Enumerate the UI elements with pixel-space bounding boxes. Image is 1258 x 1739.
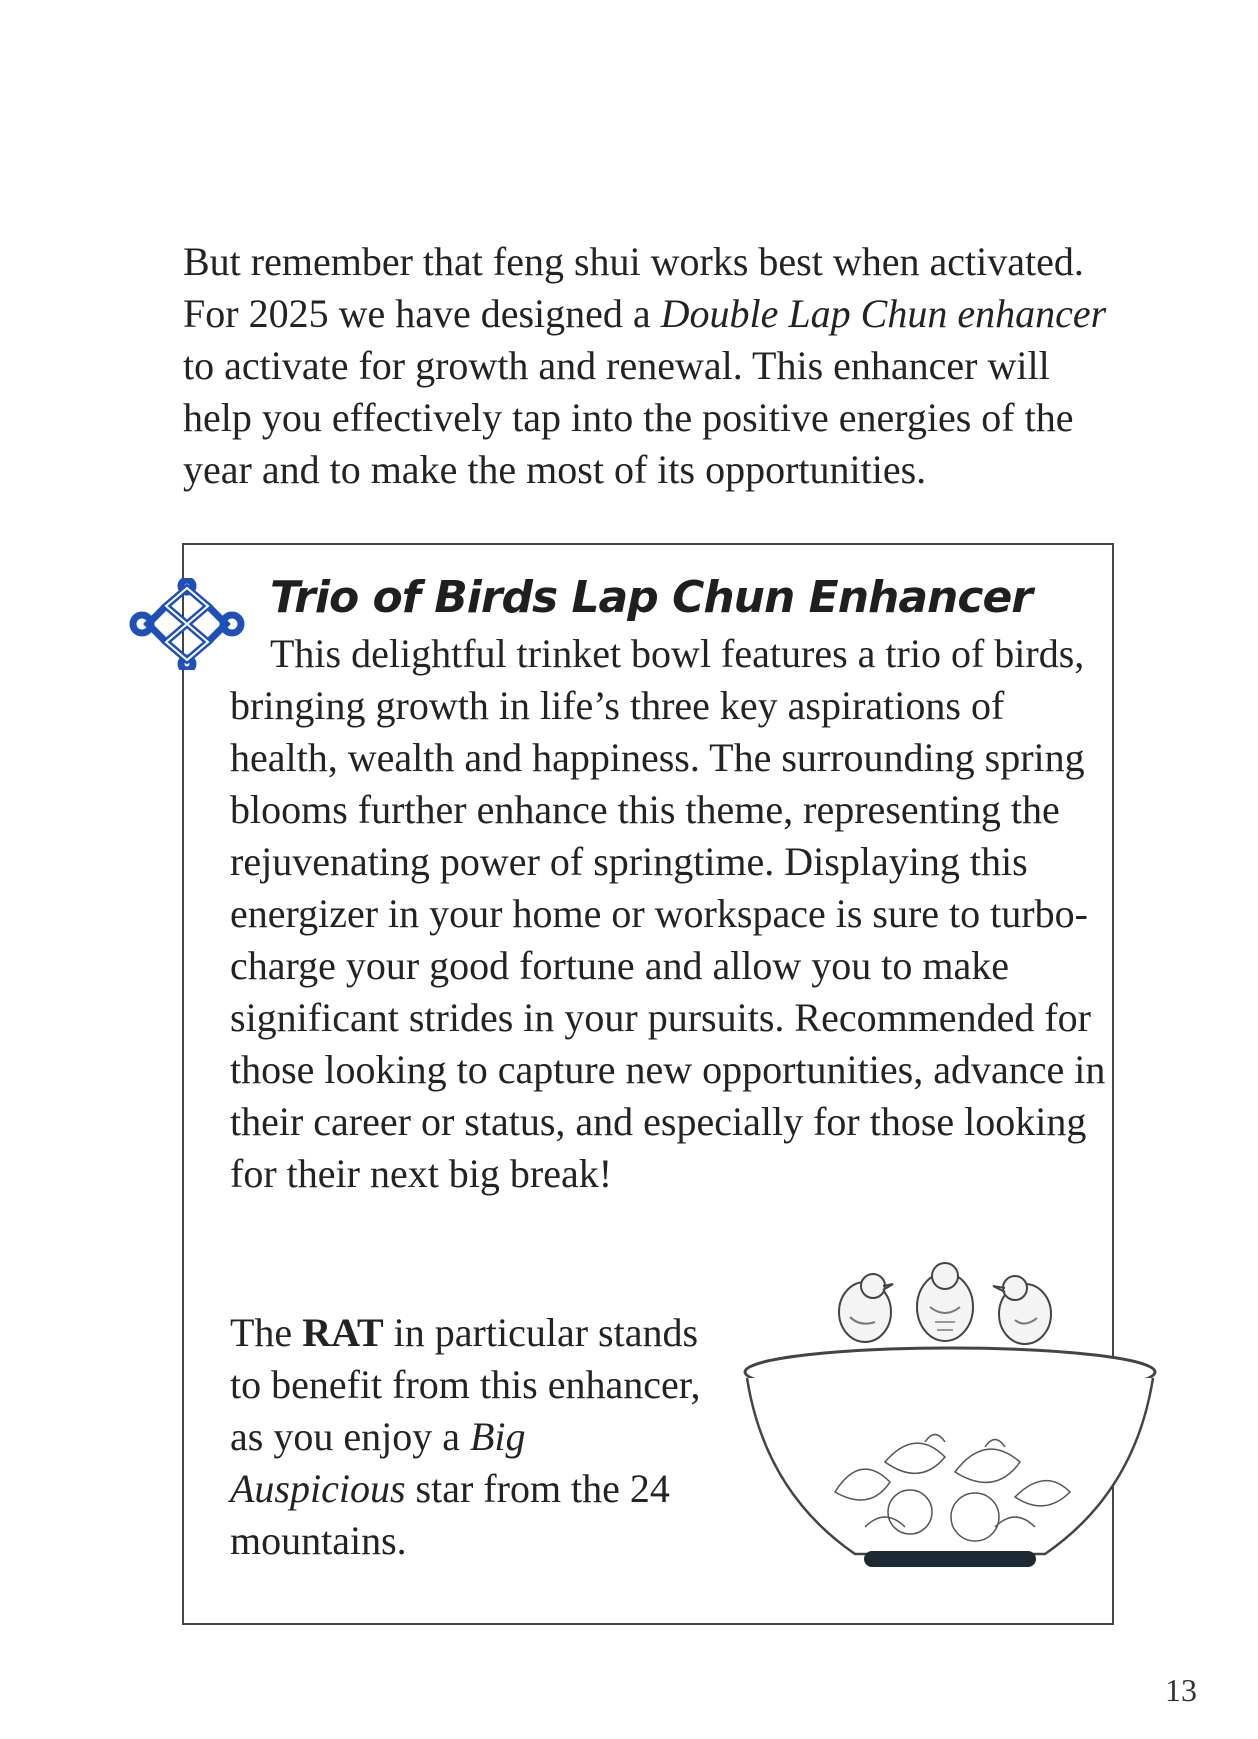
endless-knot-icon — [128, 578, 246, 670]
rat-tail: star from the 24 mountains. — [230, 1466, 670, 1563]
trinket-bowl-illustration — [725, 1262, 1165, 1592]
page-number: 13 — [1165, 1672, 1197, 1708]
intro-text-before: But remember that feng shui works best when activated. For 2025 we have designed a — [183, 239, 1084, 336]
rat-star-name: Big Auspicious — [230, 1414, 526, 1511]
intro-product-name: Double Lap Chun enhancer — [660, 291, 1107, 336]
rat-lead: The — [230, 1310, 303, 1355]
enhancer-title: Trio of Birds Lap Chun Enhancer — [270, 572, 1032, 623]
bird-icon — [993, 1276, 1051, 1344]
intro-paragraph — [183, 236, 1123, 496]
rat-sign: RAT — [302, 1310, 384, 1355]
bird-icon — [917, 1263, 973, 1341]
rat-paragraph — [230, 1307, 710, 1567]
rat-mid: in particular stands to benefit from this enhancer, as you enjoy a — [230, 1310, 701, 1459]
bird-icon — [839, 1274, 893, 1342]
enhancer-description: This delightful trinket bowl features a trio of birds, bringing growth in life’s three key aspirations of health, wealth and happiness. The surrounding spring blooms further enhance this theme, representing the rejuvenating power of springtime. Displaying this energizer in your home or workspace is sure to turbo-charge your good fortune and allow you to make significant strides in your pursuits. Recommended for those looking to capture new opportunities, advance in their career or status, and especially for those looking for their next big break! — [230, 631, 1106, 1196]
intro-text-after: to activate for growth and renewal. This enhancer will help you effectively tap into the positive energies of the year and to make the most of its opportunities. — [183, 343, 1074, 492]
